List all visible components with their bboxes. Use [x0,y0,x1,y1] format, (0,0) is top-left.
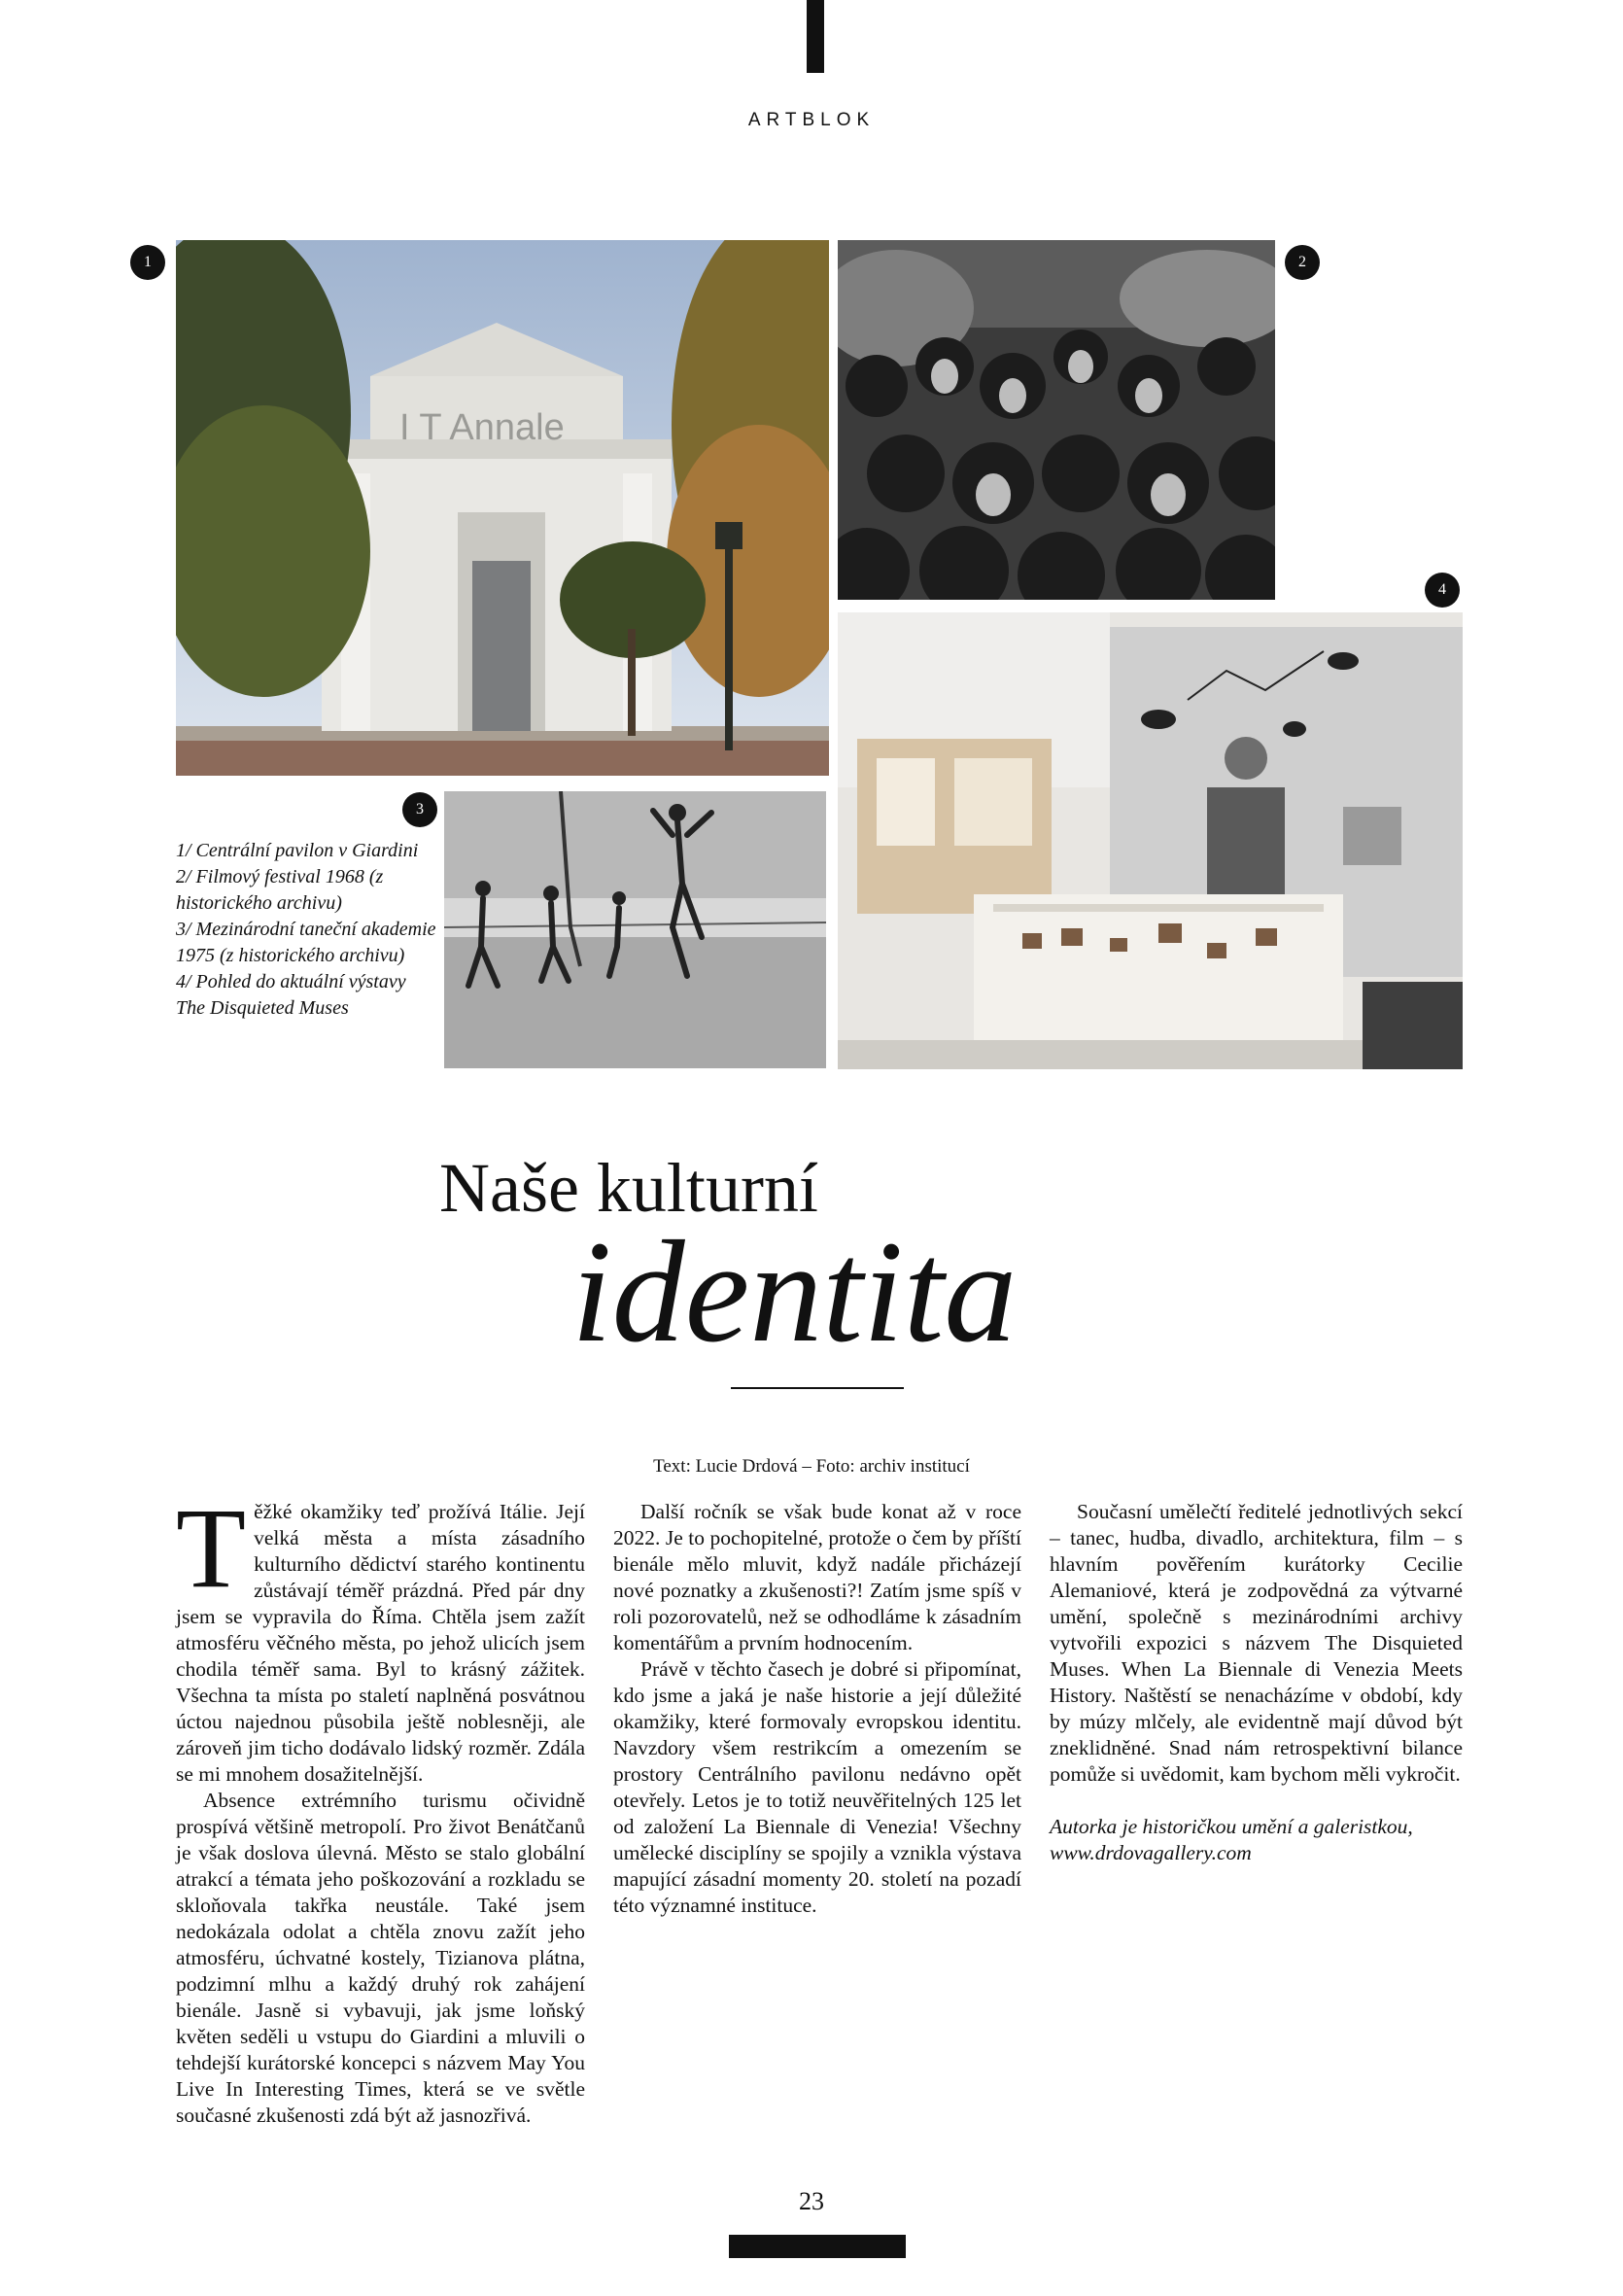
article-credit: Text: Lucie Drdová – Foto: archiv institucí [653,1456,970,1477]
author-note: Autorka je historičkou umění a galeristkou, www.drdovagallery.com [1050,1815,1413,1864]
article-title: Naše kulturní [439,1149,818,1227]
article-paragraph: Absence extrémního turismu očividně prospívá většině metropolí. Pro život Benátčanů je však doslova úlevná. Město se stalo globální atrakcí a témata jeho poškozování a rozkladu se skloňovala takřka neustále. Také jsem nedokázala odolat a chtěla znovu zažít jeho atmosféru, úchvatné kostely, Tizianova plátna, podzimní mlhu a každý druhý rok zahájení bienále. Jasně si vybavuji, jak jsme loňský květen seděli u vstupu do Giardini a mluvili o tehdejší kurátorské koncepci s názvem May You Live In Interesting Times, která se ve světle současné zkušenosti zdá být až jasnozřivá. [176,1789,585,2127]
article-paragraph: Právě v těchto časech je dobré si připomínat, kdo jsme a jaká je naše historie a její důležité okamžiky, které formovaly evropskou identitu. Navzdory všem restrikcím a omezením se prostory Centrálního pavilonu nedávno opět otevřely. Letos je to totiž neuvěřitelných 125 let od založení La Biennale di Venezia! Všechny umělecké disciplíny se spojily a vznikla výstava mapující zásadní momenty 20. století na pozadí této významné instituce. [613,1657,1021,1917]
author-url[interactable]: www.drdovagallery.com [1050,1841,1252,1864]
photo-central-pavilion [176,240,829,776]
section-label: ARTBLOK [747,110,876,130]
article-column-2 [613,1499,1021,1919]
article-paragraph: Další ročník se však bude konat až v roce 2022. Je to pochopitelné, protože o čem by příští bienále mělo mluvit, když nadále přicházejí nové poznatky a zkušenosti?! Zatím jsme spíš v roli pozorovatelů, než se odhodláme k zásadním komentářům a prvním hodnocením. [613,1500,1021,1654]
photo-captions [176,838,438,1022]
caption-line: 1/ Centrální pavilon v Giardini [176,840,419,861]
article-title-italic: identita [571,1211,1018,1373]
photo-exhibition [838,612,1463,1069]
photo-number-badge: 3 [402,792,437,827]
article-column-1 [176,1484,585,2129]
top-decorative-bar [807,0,824,73]
page-number: 23 [799,2187,824,2215]
bottom-decorative-bar [729,2235,906,2258]
caption-line: 2/ Filmový festival 1968 (z historického archivu) [176,866,384,914]
photo-number-badge: 2 [1285,245,1320,280]
article-paragraph: Současní umělečtí ředitelé jednotlivých sekcí – tanec, hudba, divadlo, architektura, film – s hlavním pověřením kurátorky Cecilie Alemaniové, která je zodpovědná za výtvarné umění, společně s mezinárodními archivy vytvořili expozici s názvem The Disquieted Muses. When La Biennale di Venezia Meets History. Naštěstí se nenacházíme v období, kdy by múzy mlčely, ale evidentně mají důvod být zneklidněné. Snad nám retrospektivní bilance pomůže si uvědomit, kam bychom měli vykročit. [1050,1500,1463,1786]
photo-dance-academy [444,791,826,1068]
article-paragraph: Těžké okamžiky teď prožívá Itálie. Její velká města a místa zásadního kulturního dědictví starého kontinentu zůstávají téměř prázdná. Před pár dny jsem se vypravila do Říma. Chtěla jsem zažít atmosféru věčného města, po jehož ulicích jsem chodila téměř sama. Byl to krásný zážitek. Všechna ta místa po staletí naplněná posvátnou úctou najednou působila ještě noblesněji, ale zároveň jim ticho dodávalo lidský rozměr. Zdála se mi mnohem dosažitelnější. [176,1484,585,1786]
drop-cap: T [176,1484,247,1612]
photo-film-festival-crowd [838,240,1275,600]
article-column-3 [1050,1499,1463,1866]
title-underline [731,1387,904,1389]
pavilion-sign: I T Annale [399,407,565,448]
caption-line: 3/ Mezinárodní taneční akademie 1975 (z historického archivu) [176,919,436,966]
photo-number-badge: 4 [1425,573,1460,608]
caption-line: 4/ Pohled do aktuální výstavy The Disquieted Muses [176,971,406,1019]
photo-number-badge: 1 [130,245,165,280]
